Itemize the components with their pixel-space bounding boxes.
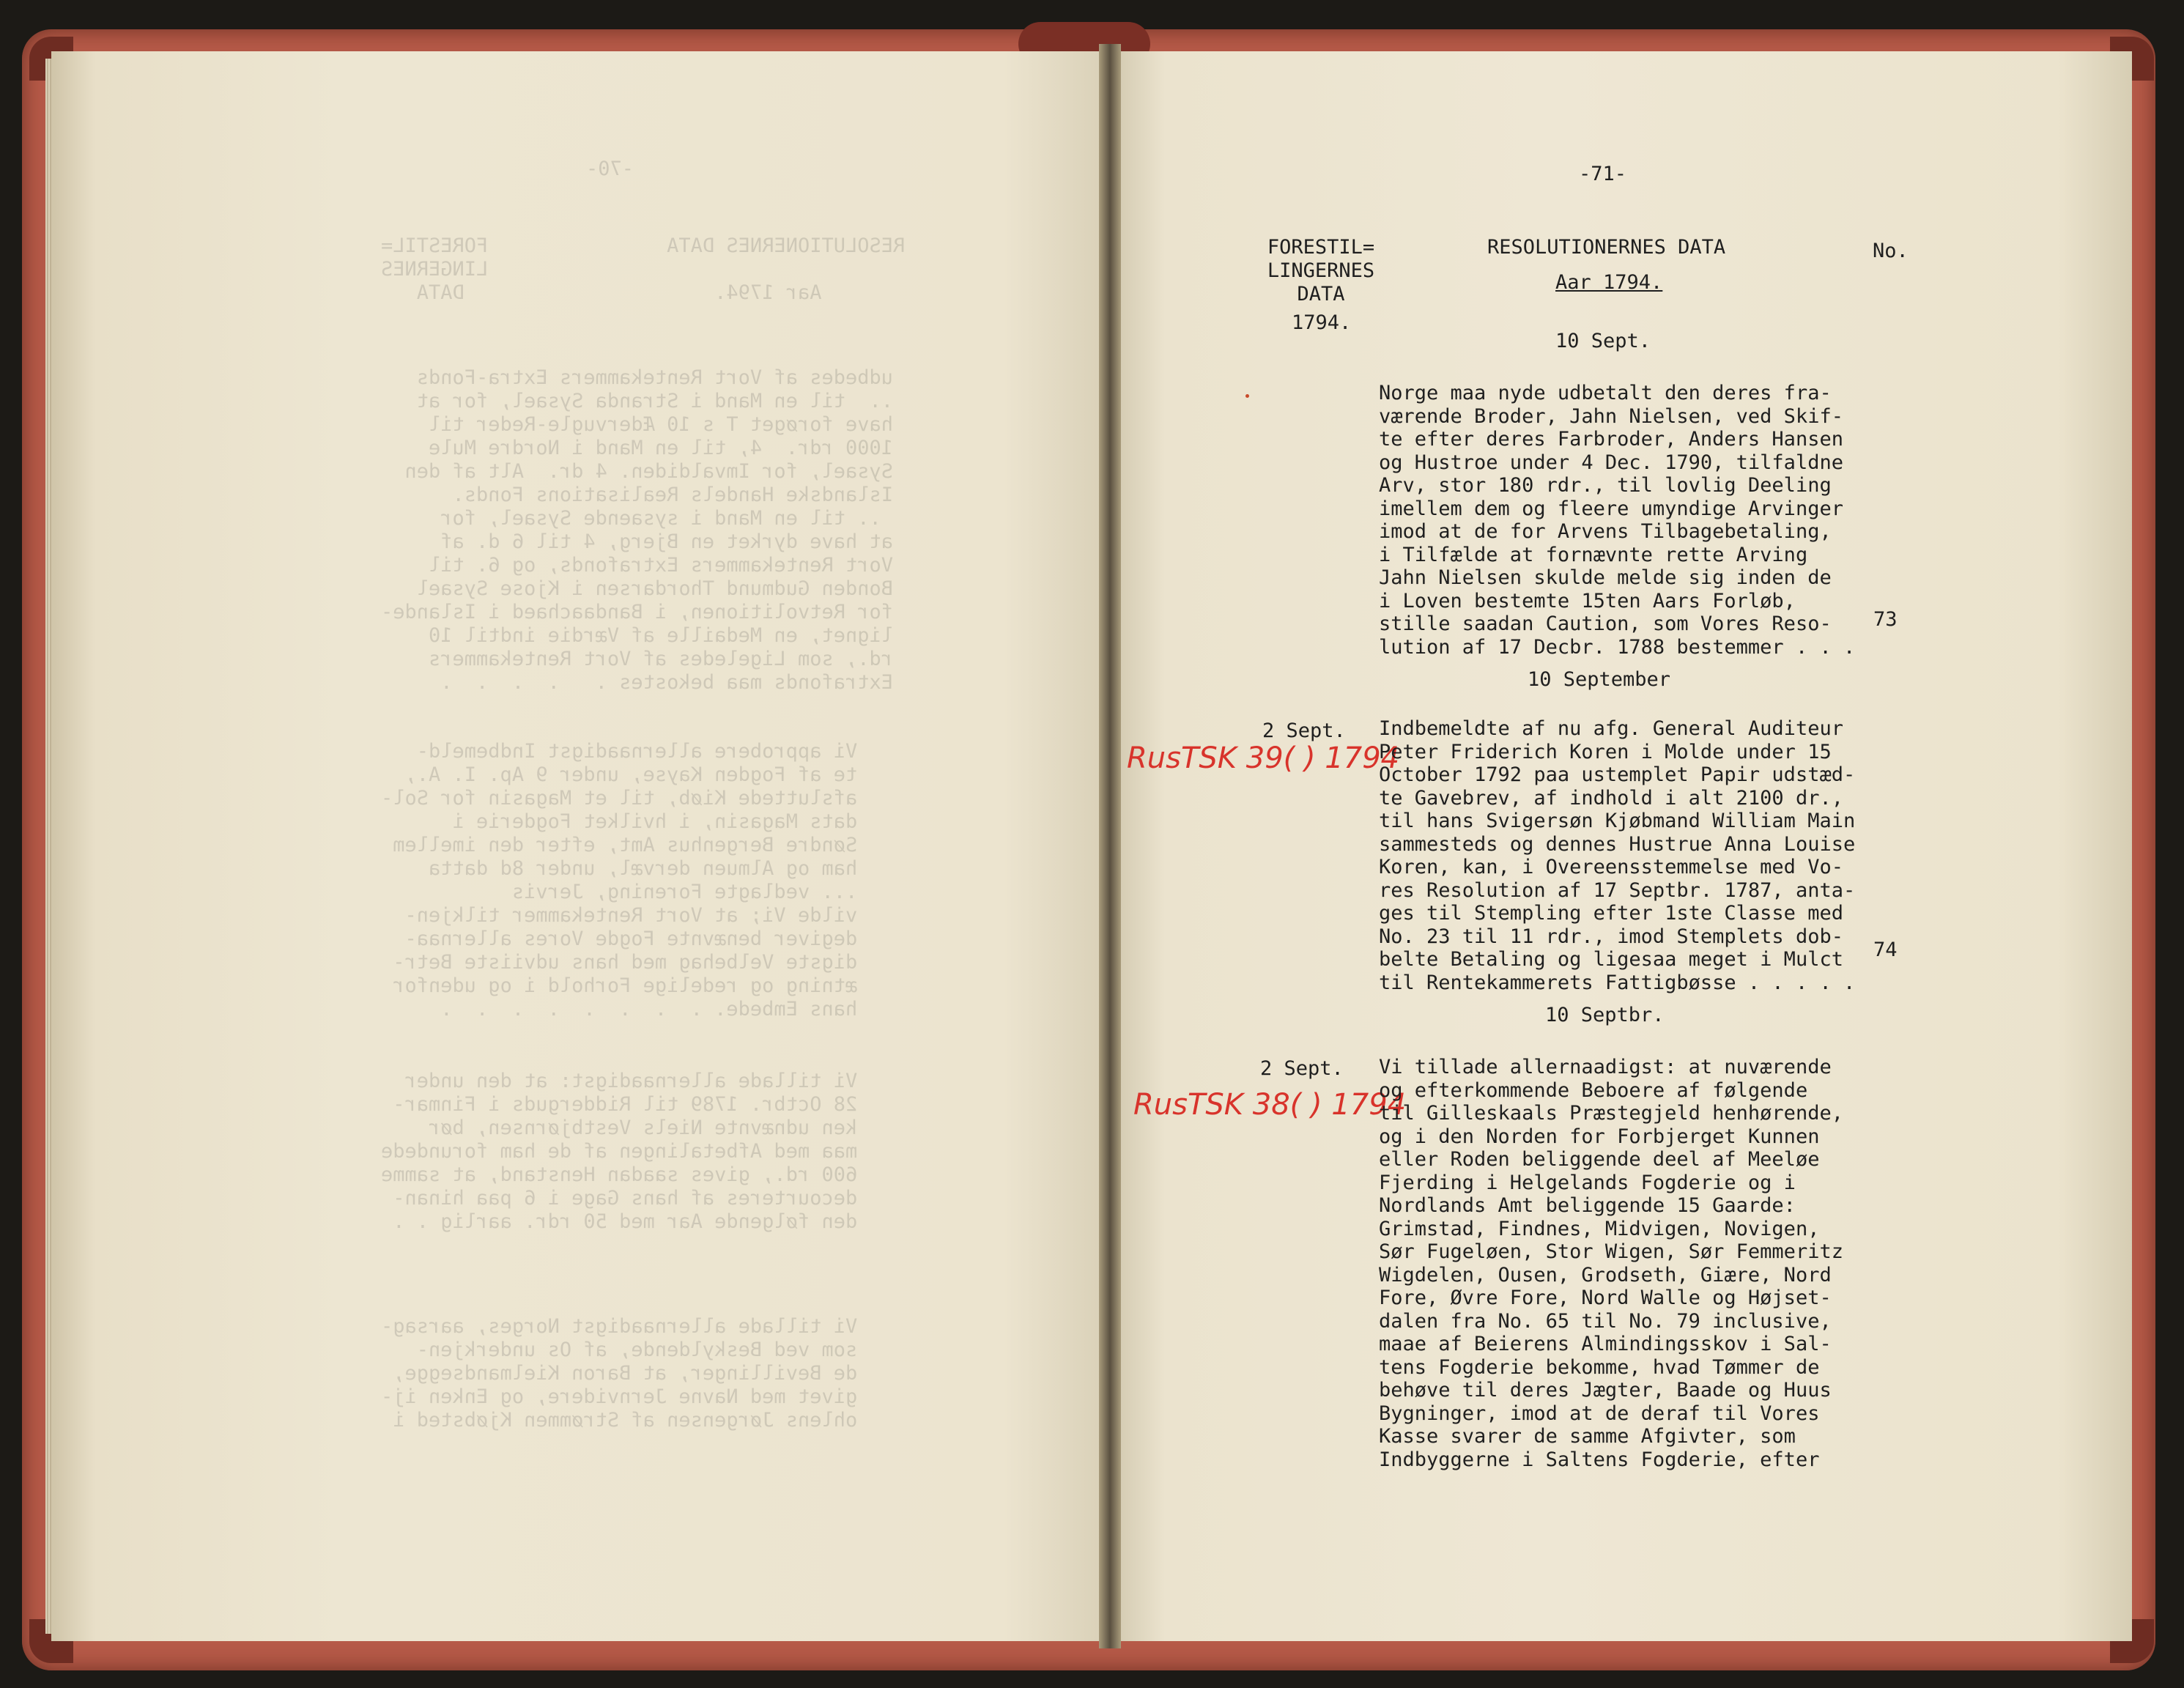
entry-2-line: ges til Stempling efter 1ste Classe med [1379,902,1843,925]
entry-2-line: Koren, kan, i Overeensstemmelse med Vo- [1379,856,1843,878]
entry-2-body [1379,717,1862,994]
entry-1-line: Jahn Nielsen skulde melde sig inden de [1379,566,1832,589]
entry-1-line: lution af 17 Decbr. 1788 bestemmer . . . [1379,635,1856,659]
book-gutter [1099,44,1121,1648]
entry-1-body [1379,382,1862,659]
entry-3-line: dalen fra No. 65 til No. 79 inclusive, [1379,1309,1832,1333]
entry-3-line: til Gilleskaals Præstegjeld henhørende, [1379,1102,1843,1125]
entry-3-line: Bygninger, imod at de deraf til Vores [1379,1402,1820,1425]
entry-3-line: og efterkommende Beboere af følgende [1379,1078,1808,1102]
entry-3-line: behøve til deres Jægter, Baade og Huus [1379,1379,1832,1402]
entry-1-line: imellem dem og fleere umyndige Arvinger [1379,497,1843,520]
entry-2-date-heading: 10 September [1528,668,1671,691]
entry-2-left-date: 2 Sept. [1262,719,1346,742]
entry-3-line: og i den Norden for Forbjerget Kunnen [1379,1125,1820,1148]
header-col1-line3: DATA [1297,283,1345,306]
entry-3-line: tens Fogderie bekomme, hvad Tømmer de [1379,1355,1820,1379]
entry-3-body [1379,1056,1862,1471]
entry-2-line: No. 23 til 11 rdr., imod Stemplets dob- [1379,925,1843,948]
entry-1-line: Arv, stor 180 rdr., til lovlig Deeling [1379,474,1832,497]
entry-1-number: 73 [1873,608,1898,631]
entry-3-line: Fore, Øvre Fore, Nord Walle og Højset- [1379,1287,1832,1309]
entry-2-line: res Resolution af 17 Septbr. 1787, anta- [1379,878,1856,902]
entry-2-line: Indbemeldte af nu afg. General Auditeur [1379,717,1843,740]
header-resolutions: RESOLUTIONERNES DATA [1487,236,1726,259]
entry-3-line: Grimstad, Findnes, Midvigen, Novigen, [1379,1217,1820,1240]
entry-3-line: Indbyggerne i Saltens Fogderie, efter [1379,1448,1820,1471]
entry-1-line: imod at de for Arvens Tilbagebetaling, [1379,520,1832,543]
entry-2-line: sammesteds og dennes Hustrue Anna Louise [1379,832,1856,856]
entry-3-date-heading: 10 Septbr. [1545,1004,1665,1026]
entry-1-line: i Tilfælde at fornævnte rette Arving [1379,543,1808,566]
entry-3-line: Fjerding i Helgelands Fogderie og i [1379,1171,1796,1194]
entry-2-line: belte Betaling og ligesaa meget i Mulct [1379,948,1843,971]
entry-3-line: Sør Fugeløen, Stor Wigen, Sør Femmeritz [1379,1240,1843,1263]
entry-3-line: Kasse svarer de samme Afgivter, som [1379,1425,1796,1448]
entry-2-number: 74 [1873,939,1898,961]
entry-3-line: Nordlands Amt beliggende 15 Gaarde: [1379,1194,1796,1217]
header-col1-line1: FORESTIL= [1267,236,1375,259]
entry-1-line: te efter deres Farbroder, Anders Hansen [1379,428,1843,451]
left-page-number-ghost: -70- [586,158,634,180]
entry-2-archive-stamp: RusTSK 39( ) 1794 [1127,741,1400,775]
left-ghost-block-3: Vi approbere allernaadigst Indbemeld- te af Fogden Kayse, under 9 Ap. I. A., afsluttede Kiøb, til et Magasin for Sol- dats Magasin, i hvilket Fogderie i Søndre Bergenhus Amt, efter den imellem ham og Almuen dervæl, under 8d datta ... vedlagte Forening, Jervis vilde Vi; at Vort Rentekammer tilkjen- degiver benævnte Fogde Vores allernaa- digste Velbehag med hans udviiste Betr- ætning og redelige Forhold i og udenfor hans Embede. . . . . . . . . [381,740,858,1021]
header-col1-line2: LINGERNES [1267,259,1375,282]
left-ghost-block-4: Vi tillade allernaadigst: at den under 28 Octbr. 1789 til Ridderguds i Finmar- ken udnævnte Niels Vestbjørnsen, bør maa med Afbetalingen af de ham forundede 600 rd., gives saadan Henstand, at samme decourteres af hans Gage i 6 paa hinan- den følgende Aar med 50 rdr. aarlig . . [381,1070,858,1233]
entry-3-line: maae af Beierens Almindingsskov i Sal- [1379,1333,1832,1355]
left-ghost-block: RESOLUTIONERNES DATA FORESTIL= LINGERNES Aar 1794. DATA [381,234,906,304]
entry-1-line: i Loven bestemte 15ten Aars Forløb, [1379,589,1796,612]
entry-1-date-heading: 10 Sept. [1555,330,1651,352]
header-col1 [1259,236,1383,306]
left-ghost-block-5: Vi tillade allernaadigst Norges, aarsag- som ved Beskyldende, af Os underkjen- de Bevillinger, at Baron Kielmandsegge, givet med Navne Jernvidere, og Enken ij- ohlens Jørgensen af Strømmen Kjøbsted i [381,1315,858,1432]
entry-1-line: Norge maa nyde udbetalt den deres fra- [1379,382,1832,404]
entry-2-line: Peter Friderich Koren i Molde under 15 [1379,740,1832,763]
entry-2-line: October 1792 paa ustemplet Papir udstæd- [1379,763,1856,786]
entry-2-line: til Rentekammerets Fattigbøsse . . . . . [1379,971,1856,994]
entry-2-line: til hans Svigersøn Kjøbmand William Main [1379,810,1856,832]
entry-3-line: Vi tillade allernaadigst: at nuværende [1379,1056,1832,1078]
entry-3-line: Wigdelen, Ousen, Grodseth, Giære, Nord [1379,1263,1832,1287]
page-number: -71- [1579,163,1627,185]
year-heading: Aar 1794. [1555,271,1663,294]
entry-1-line: stille saadan Caution, som Vores Reso- [1379,612,1832,635]
header-number: No. [1873,240,1909,262]
entry-2-line: te Gavebrev, af indhold i alt 2100 dr., [1379,786,1843,810]
entry-3-line: eller Roden beliggende deel af Meeløe [1379,1148,1820,1171]
left-ghost-block-2: udbedes af Vort Rentekammers Extra-Fonds .. til en Mand i Stranda Sysael, for at have forøget T s 10 Ædervugle-Reder til 1000 rdr. 4, til en Mand i Nordre Mule Sysael, for Imvaldiden. 4 dr. Alt af den Islandske Handels Realisations Fonds. .. til en Mand i sysaende Sysael, for at have dyrket en Bjerg, 4 til 6 d. af Vort Rentekammers Extrafonds, og 6. til Bonden Gudmund Thordarsen i Kjose Sysael for Retvolitionen, i Bandaachaed i Islande- lignet, en Medaille af Værdie indtil 10 rd., som Ligeledes af Vort Rentekammers Extrafonds maa bekostes . . . . . [381,366,893,694]
entry-1-line: værende Broder, Jahn Nielsen, ved Skif- [1379,404,1843,428]
entry-3-archive-stamp: RusTSK 38( ) 1794 [1133,1088,1407,1122]
entry-3-left-date: 2 Sept. [1260,1057,1344,1080]
year-left: 1794. [1292,311,1352,334]
entry-1-line: og Hustroe under 4 Dec. 1790, tilfaldne [1379,451,1843,474]
ink-mark [1245,394,1249,398]
